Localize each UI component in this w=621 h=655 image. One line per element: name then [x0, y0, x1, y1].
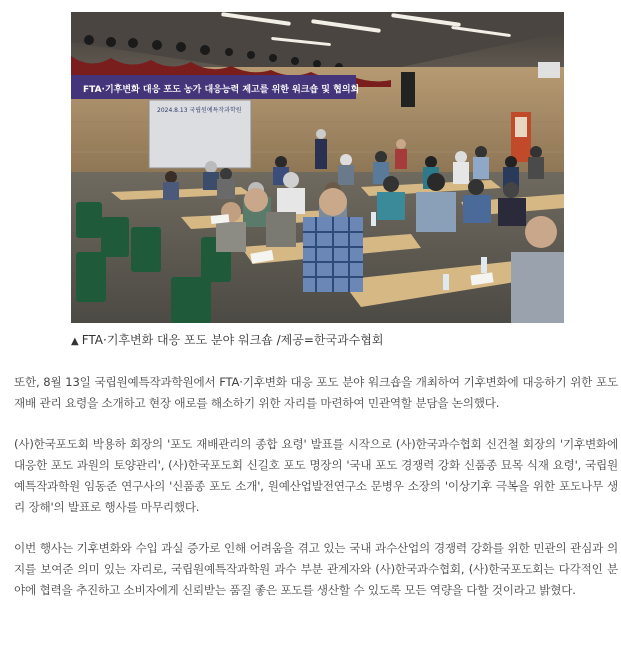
article-paragraph-3: 이번 행사는 기후변화와 수입 과실 증가로 인해 어려움을 겪고 있는 국내 과수산업의 경쟁력 강화를 위한 민관의 관심과 의지를 보여준 의미 있는 자리로, 국립원예특작과학원 과수 부분 관계자와 (사)한국과수협회, (사)한국포도회는 다각적인 분야에 협력을 추진하고 소비자에게 신뢰받는 품질 좋은 포도를 생산할 수 있도록 모든 역량을 다할 것이라고 밝혔다. [14, 541, 618, 597]
article-paragraph-2: (사)한국포도회 박용하 회장의 '포도 재배관리의 종합 요령' 발표를 시작으로 (사)한국과수협회 신건철 회장의 '기후변화에 대응한 포도 과원의 토양관리', (사)한국포도회 신길호 포도 명장의 '국내 포도 경쟁력 강화 신품종 묘목 식재 요령', 국립원예특작과학원 임동준 연구사의 '신품종 포도 소개', 원예산업발전연구소 문병우 소장의 '이상기후 극복을 위한 포도나무 생리 장해'의 발표로 행사를 마무리했다. [14, 437, 618, 514]
banner-text: FTA·기후변화 대응 포도 농가 대응능력 제고를 위한 워크숍 및 협의회 [83, 85, 360, 95]
photo-caption [71, 332, 591, 350]
screen-text: 2024.8.13 국립원예특작과학원 [157, 107, 242, 114]
workshop-photo-illustration [71, 12, 564, 323]
article-paragraph-1: 또한, 8월 13일 국립원예특작과학원에서 FTA·기후변화 대응 포도 분야 워크숍을 개최하여 기후변화에 대응하기 위한 포도 재배 관리 요령을 소개하고 현장 애로를 해소하기 위한 자리를 마련하여 민관역할 분담을 논의했다. [14, 375, 618, 410]
article-body [14, 372, 618, 621]
workshop-photo [71, 12, 564, 323]
caption-text: FTA·기후변화 대응 포도 분야 워크숍 /제공=한국과수협회 [81, 333, 384, 347]
triangle-up-icon: ▲ [71, 336, 79, 347]
